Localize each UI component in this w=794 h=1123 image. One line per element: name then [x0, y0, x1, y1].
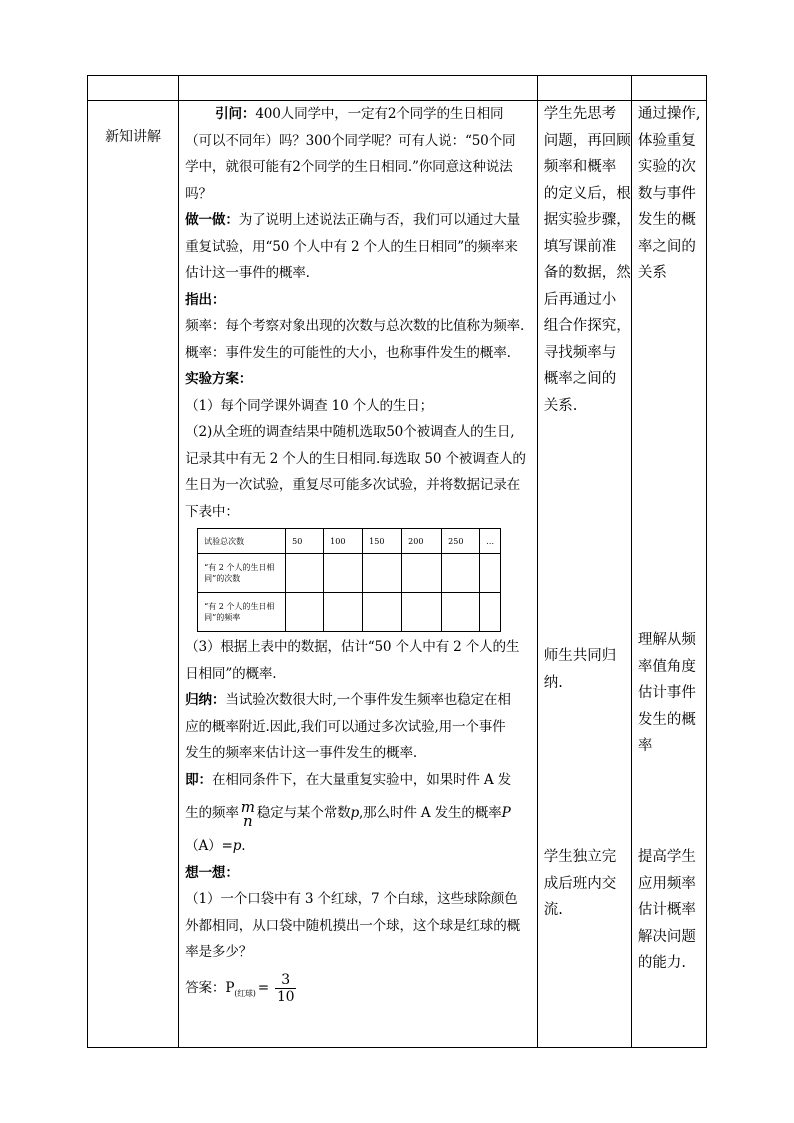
conclusion-heading: 归纳： [185, 692, 226, 708]
conclusion-line: 应的概率附近.因此,我们可以通过多次试验,用一个事件 [185, 718, 506, 735]
try-it-paragraph [185, 207, 533, 287]
design-intent-line: 率 [637, 738, 653, 754]
table-cell [324, 593, 363, 632]
student-activity-line: 流. [543, 902, 563, 918]
answer-subscript: (红球) [234, 988, 256, 998]
table-cell: 200 [402, 529, 442, 554]
table-cell [286, 593, 324, 632]
plan-step: （2)从全班的调查结果中随机选取50个被调查人的生日, [185, 424, 515, 440]
student-activity-line: 关系. [543, 397, 578, 414]
design-intent-block-1 [638, 101, 701, 287]
answer-probability-symbol: P [225, 979, 235, 996]
design-intent-line: 率值角度 [637, 658, 696, 675]
design-intent-line: 估计概率 [637, 902, 696, 918]
design-intent-line: 数与事件 [637, 185, 696, 202]
probability-symbol: P [501, 805, 511, 821]
step3-line: 日相同”的概率. [185, 665, 277, 682]
that-is-heading: 即： [185, 771, 212, 788]
student-activity-line: 师生共同归 [543, 648, 617, 664]
think-line: 外都相同，从口袋中随机摸出一个球，这个球是红球的概 [185, 917, 520, 934]
student-activity-line: 学生先思考 [543, 106, 617, 122]
student-activity-line: 据实验步骤， [543, 212, 631, 228]
content-row [88, 101, 707, 1048]
conclusion-line: 发生的频率来估计这一事件发生的概率. [185, 745, 417, 761]
student-activity-line: 备的数据，然 [543, 265, 631, 281]
frequency-definition: 频率：每个考察对象出现的次数与总次数的比值称为频率. [185, 318, 525, 334]
lesson-plan-table [87, 75, 707, 1048]
fraction-denominator: 10 [276, 988, 295, 1005]
constant-p: p [232, 838, 242, 854]
table-cell [363, 554, 402, 593]
header-cell-4 [631, 76, 706, 101]
intro-line: 学中，就很可能有2个同学的生日相同.”你同意这种说法 [185, 159, 513, 175]
student-activity-block-2 [544, 643, 617, 696]
think-line: 率是多少？ [185, 944, 253, 960]
intro-line: 吗？ [185, 185, 212, 202]
step3-line: （3）根据上表中的数据，估计“50 个人中有 2 个人的生 [185, 639, 520, 655]
design-intent-line: 估计事件 [637, 685, 696, 701]
think-heading: 想一想： [185, 864, 239, 881]
design-intent-line: 提高学生 [637, 849, 696, 865]
student-activity-line: 成后班内交 [543, 875, 617, 892]
that-is-line: 在相同条件下，在大量重复实验中，如果时件 A 发 [211, 771, 512, 788]
design-intent-line: 关系 [637, 265, 667, 281]
table-cell [286, 554, 324, 593]
table-cell: … [480, 529, 501, 554]
try-it-line: 重复试验，用“50 个人中有 2 个人的生日相同”的频率来 [185, 238, 518, 255]
student-activity-line: 填写课前准 [543, 238, 617, 255]
answer-fraction [275, 972, 296, 1005]
intro-line: 400人同学中，一定有2个同学的生日相同 [255, 106, 504, 122]
design-intent-cell [631, 101, 706, 1048]
try-it-line: 估计这一事件的概率. [185, 265, 310, 281]
student-activity-block-1 [544, 101, 631, 419]
student-activity-line: 学生独立完 [543, 849, 617, 865]
design-intent-line: 体验重复 [637, 132, 696, 149]
design-intent-line: 发生的概 [637, 711, 696, 728]
table-cell [402, 554, 442, 593]
student-activity-line: 寻找频率与 [543, 344, 617, 361]
conclusion-line: 当试验次数很大时,一个事件发生频率也稳定在相 [225, 692, 511, 708]
table-cell: 100 [324, 529, 363, 554]
intro-paragraph [185, 101, 533, 207]
design-intent-line: 理解从频 [637, 632, 696, 648]
plan-step: （1）每个同学课外调查 10 个人的生日； [185, 397, 434, 414]
student-activity-line: 纳. [543, 674, 563, 691]
header-cell-2 [179, 76, 538, 101]
design-intent-block-2 [638, 627, 696, 760]
answer-line [185, 966, 533, 1016]
design-intent-line: 发生的概 [637, 212, 696, 228]
design-intent-line: 应用频率 [637, 875, 696, 892]
frequency-table [197, 528, 501, 632]
plan-heading: 实验方案： [185, 371, 253, 387]
formula-text: 生的频率 [185, 805, 239, 821]
design-intent-line: 率之间的 [637, 238, 696, 255]
table-cell: 250 [442, 529, 480, 554]
header-row [88, 76, 707, 101]
student-activity-line: 的定义后，根 [543, 185, 631, 202]
table-cell [402, 593, 442, 632]
design-intent-line: 实验的次 [637, 159, 696, 175]
frequency-row [198, 593, 501, 632]
constant-p: p [350, 805, 360, 821]
count-row [198, 554, 501, 593]
student-activity-block-3 [544, 844, 617, 924]
student-activity-line: 概率之间的 [543, 371, 617, 387]
table-cell [480, 554, 501, 593]
plan-step: 下表中： [185, 503, 239, 520]
table-cell [442, 593, 480, 632]
fraction-denominator: n [243, 811, 253, 830]
table-cell [442, 554, 480, 593]
plan-step: 生日为一次试验，重复尽可能多次试验，并将数据记录在 [185, 477, 520, 493]
formula-text: ,那么时件 A 发生的概率 [359, 805, 502, 821]
m-over-n-fraction [240, 797, 255, 830]
probability-line: （A）= [185, 838, 233, 854]
intro-line: （可以不同年）吗？300个同学呢？可有人说：“50个同 [185, 132, 516, 149]
section-label: 新知讲解 [88, 101, 179, 1048]
design-intent-block-3 [638, 844, 696, 977]
think-line: （1）一个口袋中有 3 个红球，7 个白球，这些球除颜色 [185, 891, 518, 907]
table-cell: 试验总次数 [198, 529, 286, 554]
table-cell: 150 [363, 529, 402, 554]
point-out-heading: 指出： [185, 291, 226, 308]
table-cell [363, 593, 402, 632]
frequency-table-wrapper [185, 525, 533, 634]
try-it-heading: 做一做： [185, 212, 239, 228]
probability-definition: 概率：事件发生的可能性的大小，也称事件发生的概率. [185, 344, 511, 361]
table-cell [324, 554, 363, 593]
design-intent-line: 解决问题 [637, 928, 696, 945]
student-activity-cell [537, 101, 631, 1048]
intro-heading: 引问： [215, 106, 256, 122]
answer-equals: = [257, 979, 269, 996]
student-activity-line: 后再通过小 [543, 291, 617, 308]
design-intent-line: 通过操作, [637, 106, 701, 122]
table-cell: “有 2 个人的生日相同”的频率 [198, 593, 286, 632]
header-cell-1 [88, 76, 179, 101]
student-activity-line: 组合作探究， [543, 318, 631, 334]
student-activity-line: 频率和概率 [543, 159, 617, 175]
plan-step: 记录其中有无 2 个人的生日相同.每选取 50 个被调查人的 [185, 450, 526, 467]
fraction-numerator: m [240, 797, 255, 816]
table-cell: 50 [286, 529, 324, 554]
frequency-formula-line [185, 793, 533, 833]
trials-row [198, 529, 501, 554]
answer-label: 答案： [185, 979, 226, 996]
table-cell: “有 2 个人的生日相同”的次数 [198, 554, 286, 593]
header-cell-3 [537, 76, 631, 101]
try-it-line: 为了说明上述说法正确与否，我们可以通过大量 [238, 212, 520, 228]
formula-text: 稳定与某个常数 [256, 805, 351, 821]
student-activity-line: 问题，再回顾 [543, 132, 631, 149]
design-intent-line: 的能力. [637, 955, 686, 971]
probability-line-end: . [241, 838, 246, 854]
fraction-numerator: 3 [275, 972, 296, 989]
main-content [179, 101, 538, 1048]
table-cell [480, 593, 501, 632]
